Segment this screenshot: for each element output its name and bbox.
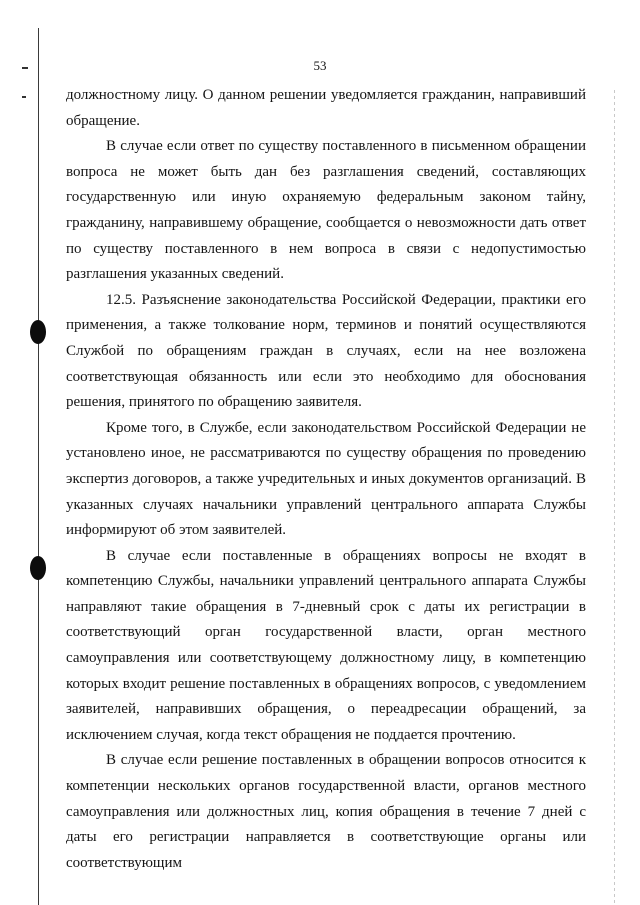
punch-hole: [30, 556, 46, 580]
paragraph: Кроме того, в Службе, если законодательством Российской Федерации не установлено иное, не рассматриваются по существу обращения по проведению экспертиз договоров, а также учредительных и иных документов организаций. В указанных случаях начальники управлений центрального аппарата Службы информируют об этом заявителей.: [66, 419, 586, 539]
scan-edge-line: [614, 90, 615, 905]
paragraph: В случае если ответ по существу поставленного в письменном обращении вопроса не может быть дан без разглашения сведений, составляющих государственную или иную охраняемую федеральным законом тайну, гражданину, направившему обращение, сообщается о невозможности дать ответ по существу поставленного в нем вопроса в связи с недопустимостью разглашения указанных сведений.: [66, 138, 586, 283]
binding-margin-line: [38, 28, 39, 905]
punch-hole: [30, 320, 46, 344]
paragraph: В случае если поставленные в обращениях вопросы не входят в компетенцию Службы, начальники управлений центрального аппарата Службы направляют такие обращения в 7-дневный срок с даты их регистрации в соответствующий орган государственной власти, орган местного самоуправления или соответствующему должностному лицу, в компетенцию которых входит решение поставленных в обращениях вопросов, с уведомлением заявителей, направивших обращения, о переадресации обращений, за исключением случая, когда текст обращения не поддается прочтению.: [66, 547, 586, 743]
paragraph: 12.5. Разъяснение законодательства Российской Федерации, практики его применения, а также толкование норм, терминов и понятий осуществляются Службой по обращениям граждан в случаях, если на нее возложена соответствующая обязанность или если это необходимо для обоснования решения, принятого по обращению заявителя.: [66, 291, 586, 411]
paragraph: должностному лицу. О данном решении уведомляется гражданин, направивший обращение.: [66, 87, 586, 129]
page-number: 53: [313, 58, 327, 73]
scan-mark: [22, 96, 26, 98]
paragraph: В случае если решение поставленных в обращении вопросов относится к компетенции нескольких органов государственной власти, органов местного самоуправления или должностных лиц, копия обращения в течение 7 дней с даты его регистрации направляется в соответствующие органы или соответствующим: [66, 752, 586, 871]
body-text: [66, 83, 586, 876]
